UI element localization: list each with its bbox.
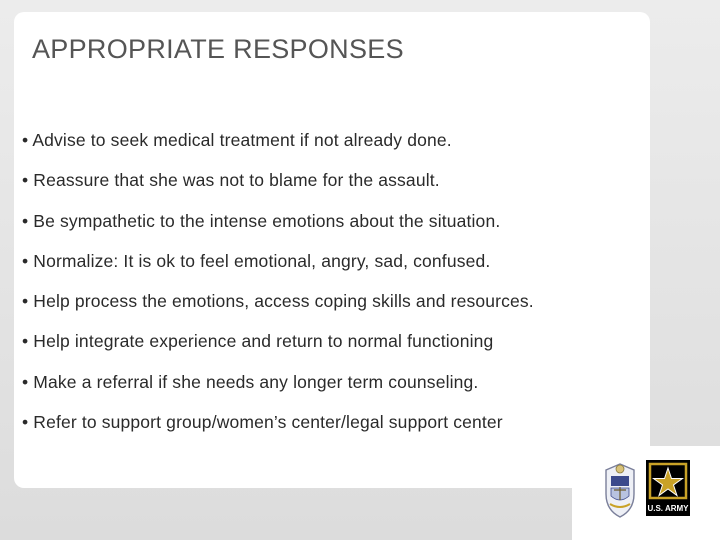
chaplain-corps-crest-icon	[602, 460, 638, 520]
bullet-item: • Be sympathetic to the intense emotions about the situation.	[22, 210, 501, 231]
bullet-list	[22, 129, 534, 451]
bullet-item: • Reassure that she was not to blame for the assault.	[22, 170, 440, 191]
slide-title: APPROPRIATE RESPONSES	[32, 34, 404, 64]
bullet-item: • Help process the emotions, access coping skills and resources.	[22, 291, 534, 312]
bullet-item: • Make a referral if she needs any longer term counseling.	[22, 371, 479, 392]
bullet-item: • Help integrate experience and return to normal functioning	[22, 331, 494, 352]
bullet-item: • Normalize: It is ok to feel emotional, angry, sad, confused.	[22, 250, 491, 271]
bullet-item: • Refer to support group/women’s center/legal support center	[22, 412, 503, 433]
us-army-star-icon	[646, 460, 690, 516]
bullet-item: • Advise to seek medical treatment if not already done.	[22, 130, 452, 150]
army-wordmark: U.S. ARMY	[647, 504, 689, 513]
